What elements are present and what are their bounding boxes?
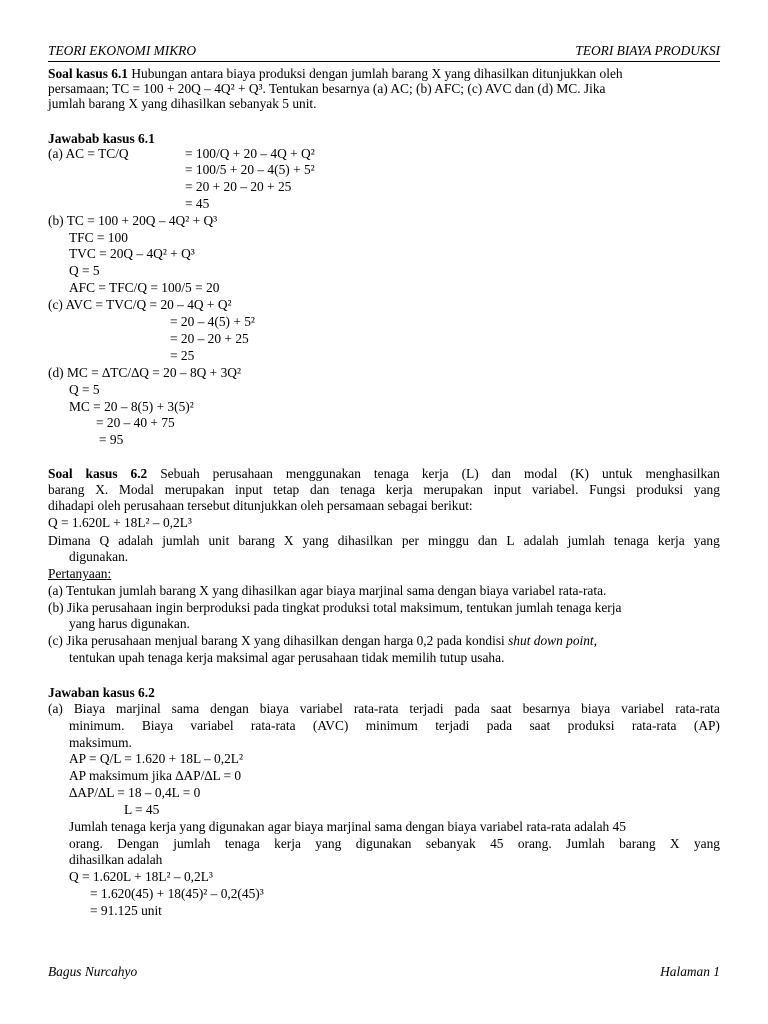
text-line (69, 399, 194, 415)
text-line (48, 566, 111, 582)
text-run: Soal kasus 6.1 (48, 66, 129, 81)
text-line (90, 886, 264, 902)
text-run: Q = 1.620L + 18L² – 0,2L³ (69, 869, 213, 884)
word: (AVC) (312, 718, 349, 733)
text-run: = 95 (99, 432, 124, 447)
word: dengan (210, 701, 249, 716)
text-line (69, 751, 243, 767)
word: produksi (567, 718, 615, 733)
text-run: (a) Tentukan jumlah barang X yang dihasilkan agar biaya marjinal sama dengan biaya variabel rata-rata. (48, 583, 607, 598)
word: menghasilkan (645, 466, 720, 481)
text-run: = 20 – 4(5) + 5² (170, 314, 255, 329)
footer-page-number: Halaman 1 (660, 964, 720, 979)
word: yang (693, 836, 720, 851)
word: dan (310, 482, 330, 497)
text-line (69, 246, 195, 262)
text-run: Jawabab kasus 6.1 (48, 131, 155, 146)
word: kerja (274, 836, 301, 851)
text-line (48, 213, 217, 229)
word: tenaga (613, 533, 649, 548)
word: saat (490, 701, 512, 716)
text-run: AP maksimum jika ∆AP/∆L = 0 (69, 768, 242, 783)
word: digunakan (355, 836, 412, 851)
word: sama (171, 701, 200, 716)
word: merupakan (164, 482, 225, 497)
word: (AP) (693, 718, 720, 733)
word: untuk (601, 466, 633, 481)
header-rule (48, 61, 720, 62)
word: adalah (118, 533, 154, 548)
text-run: Pertanyaan: (48, 566, 112, 581)
word: Soal (48, 466, 73, 481)
word: rata-rata (631, 718, 677, 733)
word: Dimana (48, 533, 91, 548)
text-run: TVC = 20Q – 4Q² + Q³ (69, 246, 195, 261)
word: minimum. (69, 718, 125, 733)
text-line (185, 146, 315, 162)
text-line (185, 196, 209, 212)
text-line (48, 466, 720, 482)
text-run: AFC = TFC/Q = 100/5 = 20 (69, 280, 220, 295)
text-line (170, 331, 249, 347)
text-line (48, 498, 473, 514)
word: adalah (523, 533, 559, 548)
word: (K) (570, 466, 590, 481)
text-line (69, 852, 162, 868)
word: variabel (621, 701, 665, 716)
text-run: = 1.620(45) + 18(45)² – 0,2(45)³ (90, 886, 264, 901)
text-line (48, 365, 241, 381)
word: dan (477, 533, 498, 548)
page-footer (48, 964, 720, 980)
text-line (69, 650, 504, 666)
text-line (69, 768, 241, 784)
word: (L) (461, 466, 479, 481)
text-run: dihasilkan adalah (69, 852, 163, 867)
word: rata-rata (250, 718, 296, 733)
text-line (48, 482, 720, 498)
text-line (48, 66, 623, 82)
text-run: L = 45 (124, 802, 160, 817)
word: kerja (657, 533, 685, 548)
word: barang (238, 533, 275, 548)
word: jumlah (162, 533, 200, 548)
text-run: (a) AC = TC/Q (48, 146, 129, 161)
text-line (69, 836, 720, 852)
text-run: digunakan. (69, 549, 129, 564)
text-line (48, 533, 720, 549)
text-run: Hubungan antara biaya produksi dengan jumlah barang X yang dihasilkan ditunjukkan oleh (128, 66, 623, 81)
word: input (493, 482, 522, 497)
word: saat (529, 718, 551, 733)
text-line (69, 718, 720, 734)
text-run: Q = 5 (69, 263, 100, 278)
text-line (69, 785, 200, 801)
word: L (506, 533, 515, 548)
text-run: = 91.125 unit (90, 903, 162, 918)
text-line (69, 819, 626, 835)
text-line (48, 633, 597, 649)
word: Sebuah (160, 466, 200, 481)
word: Biaya (73, 701, 106, 716)
text-line (48, 685, 155, 701)
word: pada (486, 718, 513, 733)
word: yang (693, 482, 720, 497)
text-run: persamaan; TC = 100 + 20Q – 4Q² + Q³. Tentukan besarnya (a) AC; (b) AFC; (c) AVC dan (d) MC. Jika (48, 81, 606, 96)
word: (a) (48, 701, 63, 716)
word: orang. (69, 836, 103, 851)
text-line (69, 263, 100, 279)
text-line (48, 146, 129, 162)
text-run: Jumlah tenaga kerja yang digunakan agar biaya marjinal sama dengan biaya variabel rata-rata adalah 45 (69, 819, 626, 834)
text-run: Q = 5 (69, 382, 100, 397)
text-line (48, 297, 232, 313)
header-right: TEORI BIAYA PRODUKSI (575, 43, 720, 58)
word: orang. (517, 836, 552, 851)
text-run: tentukan upah tenaga kerja maksimal agar perusahaan tidak memilih tutup usaha. (69, 650, 505, 665)
text-line (48, 600, 621, 616)
word: 6.2 (130, 466, 148, 481)
word: tenaga (373, 466, 409, 481)
word: menggunakan (285, 466, 361, 481)
word: 45 (490, 836, 504, 851)
word: Biaya (141, 718, 174, 733)
word: produksi (636, 482, 684, 497)
text-run: (d) MC = ∆TC/∆Q = 20 – 8Q + 3Q² (48, 365, 241, 380)
text-run: (b) Jika perusahaan ingin berproduksi pada tingkat produksi total maksimum, tentukan jumlah tenaga kerja (48, 600, 622, 615)
word: minggu (427, 533, 469, 548)
word: input (234, 482, 263, 497)
word: per (401, 533, 419, 548)
text-run: dihadapi oleh perusahaan tersebut ditunjukkan oleh persamaan sebagai berikut: (48, 498, 473, 513)
word: Q (99, 533, 110, 548)
word: X. (95, 482, 109, 497)
word: marjinal (116, 701, 161, 716)
text-run: = 20 – 20 + 25 (170, 331, 249, 346)
word: yang (315, 836, 342, 851)
text-line (69, 280, 219, 296)
word: Modal (118, 482, 154, 497)
text-line (69, 869, 213, 885)
text-run: = 20 + 20 – 20 + 25 (185, 179, 292, 194)
word: Dengan (117, 836, 159, 851)
word: sebanyak (425, 836, 476, 851)
text-run: (c) AVC = TVC/Q = 20 – 4Q + Q² (48, 297, 232, 312)
text-line (48, 81, 606, 97)
word: Fungsi (589, 482, 626, 497)
text-run: Jawaban kasus 6.2 (48, 685, 155, 700)
text-line (185, 162, 315, 178)
text-line (48, 96, 317, 112)
word: dan (491, 466, 511, 481)
text-line (170, 348, 194, 364)
text-run: (b) TC = 100 + 20Q – 4Q² + Q³ (48, 213, 218, 228)
word: kerja (421, 466, 449, 481)
word: jumlah (173, 836, 211, 851)
text-line (48, 515, 192, 531)
text-run: ∆AP/∆L = 18 – 0,4L = 0 (69, 785, 201, 800)
text-run: = 100/Q + 20 – 4Q + Q² (185, 146, 315, 161)
word: yang (302, 533, 329, 548)
word: terjadi (409, 701, 444, 716)
text-run: shut down point, (508, 633, 598, 648)
text-line (124, 802, 159, 818)
text-run: maksimum. (69, 735, 132, 750)
word: barang (48, 482, 85, 497)
word: tenaga (224, 836, 260, 851)
text-run: yang harus digunakan. (69, 616, 190, 631)
word: kasus (85, 466, 118, 481)
word: modal (523, 466, 558, 481)
text-run: (c) Jika perusahaan menjual barang X yang dihasilkan dengan harga 0,2 pada kondisi (48, 633, 509, 648)
page-header (48, 43, 720, 59)
word: barang (619, 836, 656, 851)
text-line (69, 549, 128, 565)
word: rata-rata (353, 701, 399, 716)
text-run: AP = Q/L = 1.620 + 18L – 0,2L² (69, 751, 243, 766)
word: jumlah (567, 533, 605, 548)
word: pada (454, 701, 480, 716)
text-line (90, 903, 162, 919)
text-line (48, 583, 606, 599)
text-line (96, 415, 175, 431)
word: unit (208, 533, 230, 548)
text-line (170, 314, 255, 330)
word: biaya (259, 701, 289, 716)
text-line (48, 131, 155, 147)
word: rata-rata (675, 701, 720, 716)
text-run: = 25 (170, 348, 195, 363)
word: Jumlah (566, 836, 605, 851)
word: kerja (385, 482, 413, 497)
text-line (69, 735, 132, 751)
header-left: TEORI EKONOMI MIKRO (48, 43, 197, 58)
word: tetap (273, 482, 300, 497)
word: tenaga (340, 482, 376, 497)
word: minimum (365, 718, 418, 733)
word: dihasilkan (337, 533, 393, 548)
word: merupakan (423, 482, 483, 497)
text-run: jumlah barang X yang dihasilkan sebanyak 5 unit. (48, 96, 317, 111)
text-line (185, 179, 291, 195)
text-line (69, 616, 190, 632)
word: variabel (299, 701, 343, 716)
word: besarnya (522, 701, 571, 716)
word: terjadi (435, 718, 470, 733)
text-run: = 45 (185, 196, 210, 211)
text-line (99, 432, 123, 448)
word: biaya (581, 701, 611, 716)
word: variabel. (531, 482, 579, 497)
text-run: TFC = 100 (69, 230, 128, 245)
footer-author: Bagus Nurcahyo (48, 964, 138, 979)
text-line (69, 382, 100, 398)
text-run: Q = 1.620L + 18L² – 0,2L³ (48, 515, 192, 530)
word: perusahaan (212, 466, 273, 481)
word: X (283, 533, 294, 548)
text-run: = 20 – 40 + 75 (96, 415, 175, 430)
text-run: = 100/5 + 20 – 4(5) + 5² (185, 162, 315, 177)
word: variabel (190, 718, 234, 733)
text-line (69, 230, 128, 246)
word: X (669, 836, 680, 851)
word: yang (693, 533, 720, 548)
text-line (48, 701, 720, 717)
text-run: MC = 20 – 8(5) + 3(5)² (69, 399, 194, 414)
